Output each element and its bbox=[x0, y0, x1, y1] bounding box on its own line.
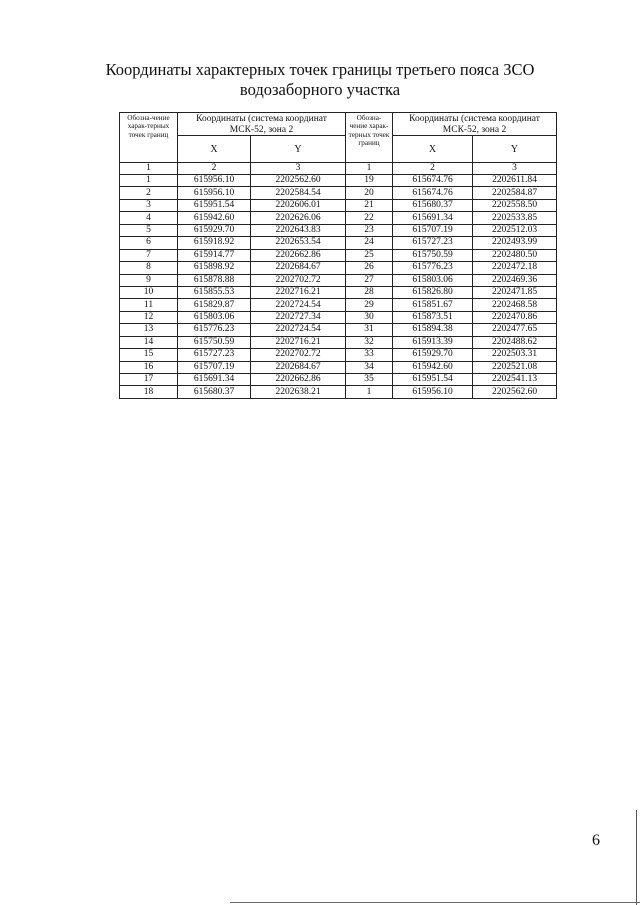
point-number: 30 bbox=[346, 311, 393, 323]
point-number: 6 bbox=[120, 237, 178, 249]
point-number: 34 bbox=[346, 361, 393, 373]
y-coordinate: 2202662.86 bbox=[251, 249, 346, 261]
table-row bbox=[120, 199, 557, 211]
y-header-left: Y bbox=[251, 136, 346, 163]
y-coordinate: 2202727.34 bbox=[251, 311, 346, 323]
table-row bbox=[120, 336, 557, 348]
column-number: 2 bbox=[178, 163, 251, 175]
point-number: 5 bbox=[120, 224, 178, 236]
title-line-1: Координаты характерных точек границы третьего пояса ЗСО bbox=[105, 60, 535, 79]
table-row bbox=[120, 262, 557, 274]
x-coordinate: 615855.53 bbox=[178, 286, 251, 298]
scan-edge-line bbox=[636, 810, 637, 905]
x-coordinate: 615851.67 bbox=[393, 299, 473, 311]
y-coordinate: 2202638.21 bbox=[251, 386, 346, 398]
table-body bbox=[120, 175, 557, 399]
y-coordinate: 2202488.62 bbox=[473, 336, 557, 348]
y-coordinate: 2202493.99 bbox=[473, 237, 557, 249]
x-coordinate: 615951.54 bbox=[393, 374, 473, 386]
y-coordinate: 2202684.67 bbox=[251, 262, 346, 274]
scan-edge-line bbox=[230, 902, 640, 903]
point-number: 11 bbox=[120, 299, 178, 311]
point-number: 15 bbox=[120, 349, 178, 361]
y-coordinate: 2202477.65 bbox=[473, 324, 557, 336]
table-row bbox=[120, 299, 557, 311]
table-row bbox=[120, 349, 557, 361]
point-number: 8 bbox=[120, 262, 178, 274]
x-coordinate: 615913.39 bbox=[393, 336, 473, 348]
x-coordinate: 615942.60 bbox=[178, 212, 251, 224]
point-number: 1 bbox=[120, 175, 178, 187]
table-row bbox=[120, 237, 557, 249]
y-coordinate: 2202584.87 bbox=[473, 187, 557, 199]
x-coordinate: 615727.23 bbox=[178, 349, 251, 361]
y-coordinate: 2202480.50 bbox=[473, 249, 557, 261]
y-header-right: Y bbox=[473, 136, 557, 163]
x-coordinate: 615707.19 bbox=[393, 224, 473, 236]
table-row bbox=[120, 324, 557, 336]
document-title bbox=[60, 60, 580, 100]
column-number: 2 bbox=[393, 163, 473, 175]
y-coordinate: 2202611.84 bbox=[473, 175, 557, 187]
point-number: 33 bbox=[346, 349, 393, 361]
x-header-right: X bbox=[393, 136, 473, 163]
x-header-left: X bbox=[178, 136, 251, 163]
column-number-row bbox=[120, 163, 557, 175]
coord-system-header-left: Координаты (система координат МСК-52, зона 2 bbox=[178, 113, 346, 136]
x-coordinate: 615942.60 bbox=[393, 361, 473, 373]
y-coordinate: 2202626.06 bbox=[251, 212, 346, 224]
point-number: 28 bbox=[346, 286, 393, 298]
x-coordinate: 615829.87 bbox=[178, 299, 251, 311]
y-coordinate: 2202606.01 bbox=[251, 199, 346, 211]
point-number: 23 bbox=[346, 224, 393, 236]
x-coordinate: 615894.38 bbox=[393, 324, 473, 336]
x-coordinate: 615873.51 bbox=[393, 311, 473, 323]
designation-header-left: Обозна-чение харак-терных точек границ bbox=[120, 113, 178, 163]
x-coordinate: 615878.88 bbox=[178, 274, 251, 286]
title-line-2: водозаборного участка bbox=[239, 80, 401, 99]
table-row bbox=[120, 361, 557, 373]
y-coordinate: 2202716.21 bbox=[251, 336, 346, 348]
table-row bbox=[120, 224, 557, 236]
y-coordinate: 2202684.67 bbox=[251, 361, 346, 373]
y-coordinate: 2202724.54 bbox=[251, 299, 346, 311]
x-coordinate: 615929.70 bbox=[393, 349, 473, 361]
x-coordinate: 615803.06 bbox=[393, 274, 473, 286]
point-number: 24 bbox=[346, 237, 393, 249]
y-coordinate: 2202724.54 bbox=[251, 324, 346, 336]
table-row bbox=[120, 274, 557, 286]
table-header-row bbox=[120, 113, 557, 136]
x-coordinate: 615956.10 bbox=[393, 386, 473, 398]
point-number: 31 bbox=[346, 324, 393, 336]
point-number: 2 bbox=[120, 187, 178, 199]
x-coordinate: 615929.70 bbox=[178, 224, 251, 236]
point-number: 4 bbox=[120, 212, 178, 224]
y-coordinate: 2202512.03 bbox=[473, 224, 557, 236]
x-coordinate: 615776.23 bbox=[178, 324, 251, 336]
x-coordinate: 615951.54 bbox=[178, 199, 251, 211]
x-coordinate: 615803.06 bbox=[178, 311, 251, 323]
y-coordinate: 2202562.60 bbox=[251, 175, 346, 187]
table-row bbox=[120, 386, 557, 398]
table-row bbox=[120, 187, 557, 199]
x-coordinate: 615674.76 bbox=[393, 187, 473, 199]
table-row bbox=[120, 249, 557, 261]
point-number: 35 bbox=[346, 374, 393, 386]
point-number: 22 bbox=[346, 212, 393, 224]
coordinates-table bbox=[119, 112, 557, 399]
x-coordinate: 615691.34 bbox=[393, 212, 473, 224]
x-coordinate: 615826.80 bbox=[393, 286, 473, 298]
point-number: 1 bbox=[346, 386, 393, 398]
column-number: 3 bbox=[251, 163, 346, 175]
page-number: 6 bbox=[592, 832, 600, 849]
point-number: 18 bbox=[120, 386, 178, 398]
point-number: 9 bbox=[120, 274, 178, 286]
point-number: 29 bbox=[346, 299, 393, 311]
point-number: 17 bbox=[120, 374, 178, 386]
y-coordinate: 2202662.86 bbox=[251, 374, 346, 386]
point-number: 14 bbox=[120, 336, 178, 348]
y-coordinate: 2202471.85 bbox=[473, 286, 557, 298]
point-number: 7 bbox=[120, 249, 178, 261]
x-coordinate: 615914.77 bbox=[178, 249, 251, 261]
point-number: 12 bbox=[120, 311, 178, 323]
column-number: 1 bbox=[120, 163, 178, 175]
x-coordinate: 615956.10 bbox=[178, 187, 251, 199]
y-coordinate: 2202468.58 bbox=[473, 299, 557, 311]
x-coordinate: 615956.10 bbox=[178, 175, 251, 187]
y-coordinate: 2202643.83 bbox=[251, 224, 346, 236]
y-coordinate: 2202533.85 bbox=[473, 212, 557, 224]
y-coordinate: 2202521.08 bbox=[473, 361, 557, 373]
x-coordinate: 615691.34 bbox=[178, 374, 251, 386]
designation-header-right: Обозна-чение харак-терных точек границ bbox=[346, 113, 393, 163]
point-number: 21 bbox=[346, 199, 393, 211]
column-number: 1 bbox=[346, 163, 393, 175]
y-coordinate: 2202562.60 bbox=[473, 386, 557, 398]
table-row bbox=[120, 286, 557, 298]
y-coordinate: 2202558.50 bbox=[473, 199, 557, 211]
y-coordinate: 2202503.31 bbox=[473, 349, 557, 361]
x-coordinate: 615750.59 bbox=[393, 249, 473, 261]
point-number: 19 bbox=[346, 175, 393, 187]
point-number: 16 bbox=[120, 361, 178, 373]
y-coordinate: 2202702.72 bbox=[251, 349, 346, 361]
x-coordinate: 615918.92 bbox=[178, 237, 251, 249]
x-coordinate: 615680.37 bbox=[178, 386, 251, 398]
point-number: 32 bbox=[346, 336, 393, 348]
y-coordinate: 2202716.21 bbox=[251, 286, 346, 298]
table-row bbox=[120, 311, 557, 323]
y-coordinate: 2202470.86 bbox=[473, 311, 557, 323]
column-number: 3 bbox=[473, 163, 557, 175]
point-number: 26 bbox=[346, 262, 393, 274]
x-coordinate: 615898.92 bbox=[178, 262, 251, 274]
coord-system-header-right: Координаты (система координат МСК-52, зона 2 bbox=[393, 113, 557, 136]
x-coordinate: 615727.23 bbox=[393, 237, 473, 249]
point-number: 20 bbox=[346, 187, 393, 199]
point-number: 25 bbox=[346, 249, 393, 261]
table-row bbox=[120, 212, 557, 224]
y-coordinate: 2202702.72 bbox=[251, 274, 346, 286]
y-coordinate: 2202584.54 bbox=[251, 187, 346, 199]
point-number: 27 bbox=[346, 274, 393, 286]
x-coordinate: 615707.19 bbox=[178, 361, 251, 373]
x-coordinate: 615674.76 bbox=[393, 175, 473, 187]
point-number: 13 bbox=[120, 324, 178, 336]
y-coordinate: 2202541.13 bbox=[473, 374, 557, 386]
point-number: 10 bbox=[120, 286, 178, 298]
y-coordinate: 2202472.18 bbox=[473, 262, 557, 274]
y-coordinate: 2202469.36 bbox=[473, 274, 557, 286]
y-coordinate: 2202653.54 bbox=[251, 237, 346, 249]
x-coordinate: 615750.59 bbox=[178, 336, 251, 348]
x-coordinate: 615776.23 bbox=[393, 262, 473, 274]
table-axis-row bbox=[120, 136, 557, 163]
x-coordinate: 615680.37 bbox=[393, 199, 473, 211]
table-row bbox=[120, 374, 557, 386]
table-row bbox=[120, 175, 557, 187]
point-number: 3 bbox=[120, 199, 178, 211]
